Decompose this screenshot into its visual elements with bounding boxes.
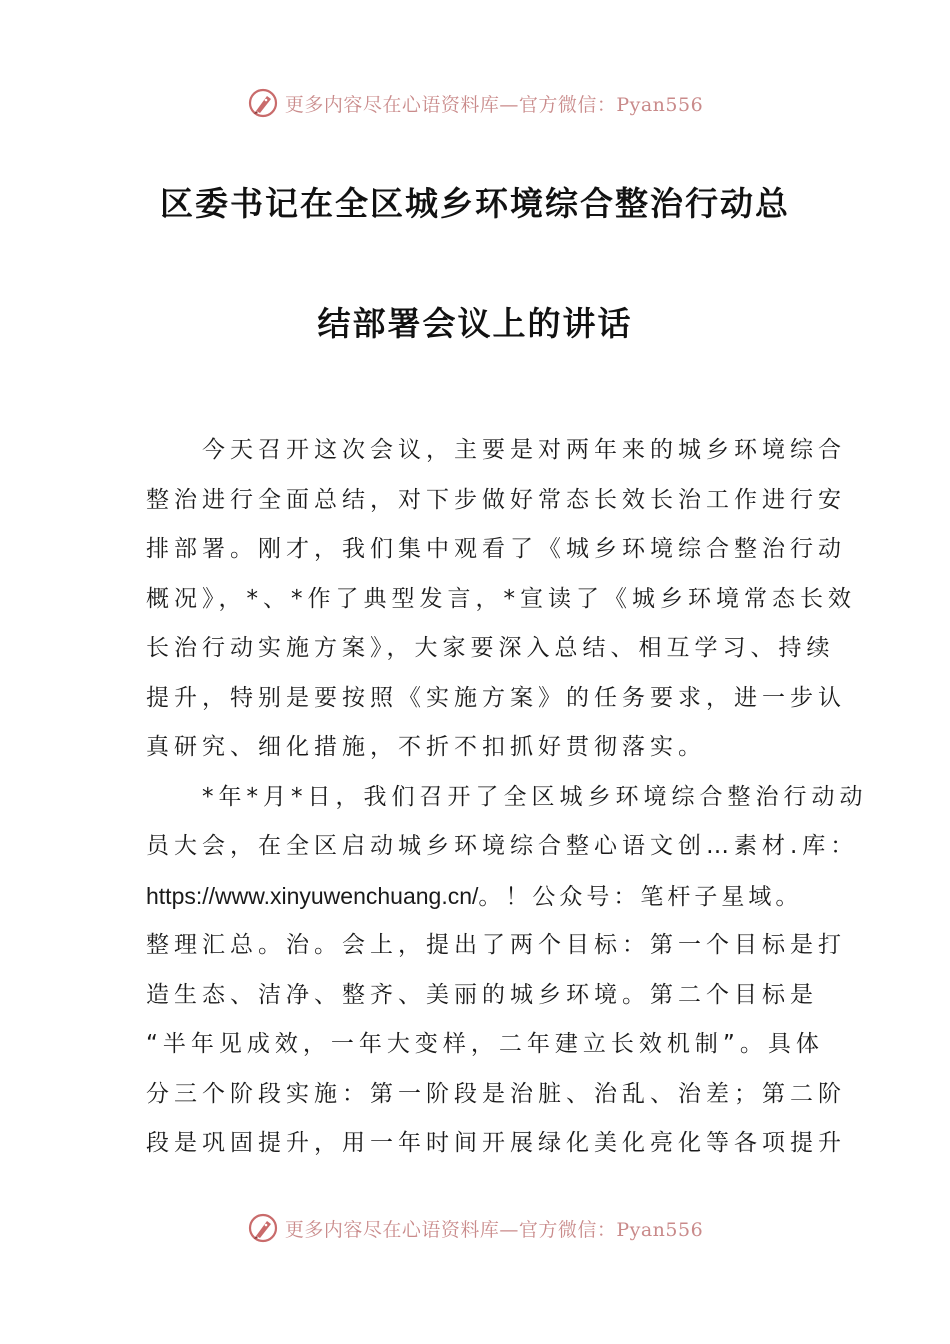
body-line: *年*月*日，我们召开了全区城乡环境综合整治行动动 [146, 783, 868, 810]
pen-nib-circle-logo-icon [247, 87, 279, 119]
body-line-url [146, 872, 806, 922]
pen-nib-circle-logo-icon [247, 1212, 279, 1244]
body-line: 造生态、洁净、整齐、美丽的城乡环境。第二个目标是 [146, 981, 818, 1008]
watermark-text: 更多内容尽在心语资料库—官方微信：Pyan556 [284, 1218, 704, 1241]
body-line: 整治进行全面总结，对下步做好常态长效长治工作进行安 [146, 486, 846, 513]
document-body [146, 426, 868, 1169]
body-line: 今天召开这次会议，主要是对两年来的城乡环境综合 [146, 437, 846, 463]
watermark-banner-bottom [0, 1208, 950, 1248]
page-title-line-1: 区委书记在全区城乡环境综合整治行动总 [160, 184, 790, 223]
watermark-text: 更多内容尽在心语资料库—官方微信：Pyan556 [284, 93, 704, 116]
body-line: 员大会，在全区启动城乡环境综合整心语文创…素材.库： [146, 833, 859, 859]
body-line: 提升，特别是要按照《实施方案》的任务要求，进一步认 [146, 684, 846, 711]
body-line: 长治行动实施方案》，大家要深入总结、相互学习、持续 [146, 635, 835, 661]
body-line: 概况》，*、*作了典型发言，*宣读了《城乡环境常态长效 [146, 585, 856, 612]
body-line: 真研究、细化措施，不折不扣抓好贯彻落实。 [146, 734, 706, 760]
body-line: “半年见成效，一年大变样，二年建立长效机制”。具体 [146, 1031, 824, 1057]
body-line: 整理汇总。治。会上，提出了两个目标：第一个目标是打 [146, 932, 846, 958]
body-line: 排部署。刚才，我们集中观看了《城乡环境综合整治行动 [146, 536, 846, 562]
watermark-banner-top [0, 83, 950, 123]
body-line: 分三个阶段实施：第一阶段是治脏、治乱、治差；第二阶 [146, 1080, 846, 1107]
body-line-url-rest: 。！公众号：笔杆子星域。 [478, 883, 803, 910]
body-line: 段是巩固提升，用一年时间开展绿化美化亮化等各项提升 [146, 1130, 846, 1156]
source-url-link[interactable]: https://www.xinyuwenchuang.cn/ [146, 882, 479, 909]
page-title-line-2: 结部署会议上的讲话 [317, 304, 633, 343]
